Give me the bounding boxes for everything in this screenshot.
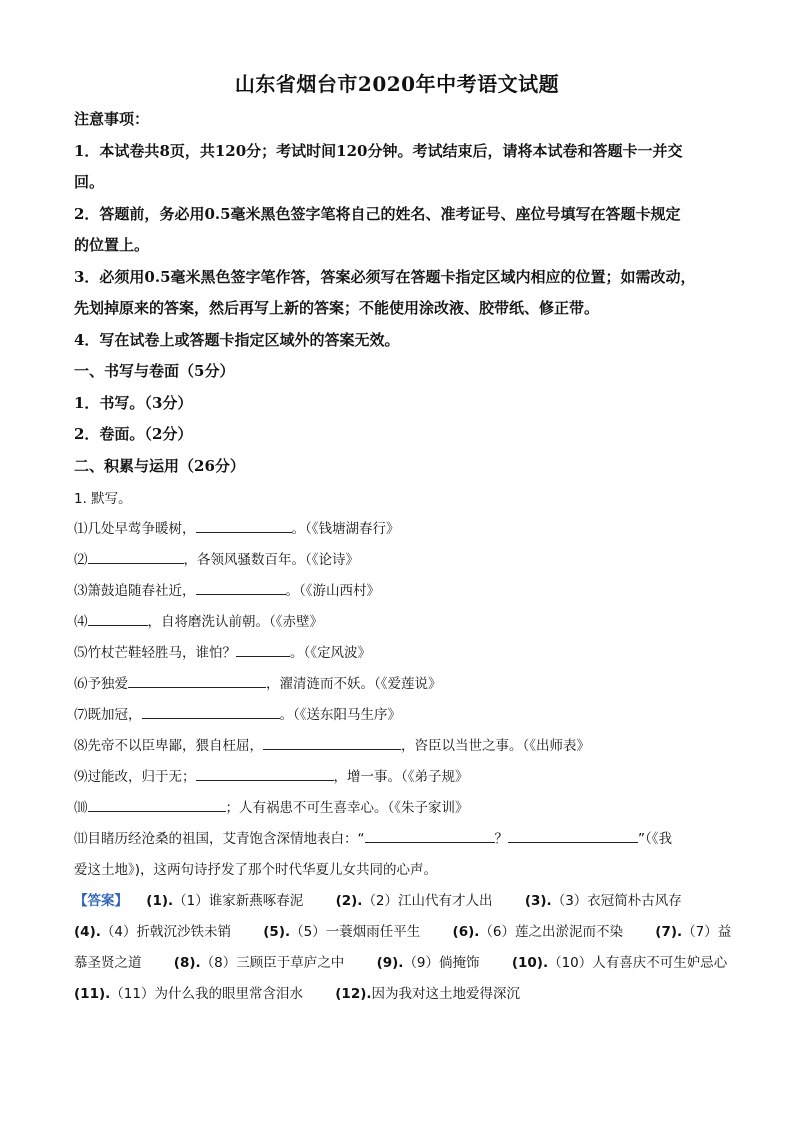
section-1-item-2: 2．卷面。（2分） <box>74 425 193 443</box>
answer-blank[interactable] <box>196 580 286 595</box>
notice-item-2-cont: 的位置上。 <box>74 236 150 254</box>
section-1-heading: 一、书写与卷面（5分） <box>74 362 235 380</box>
answer-blank[interactable] <box>263 735 401 750</box>
dictation-line-10: ⑽ ；人有祸患不可生喜幸心。（《朱子家训》 <box>74 796 722 816</box>
notice-item-3: 3．必须用0.5毫米黑色签字笔作答，答案必须写在答题卡指定区域内相应的位置；如需改动， <box>74 268 696 286</box>
answer-line-2: (4).（4）折戟沉沙铁未销 (5).（5）一蓑烟雨任平生 (6).（6）莲之出淤泥而不染 (7).（7）益 <box>74 924 732 940</box>
answer-blank[interactable] <box>236 642 290 657</box>
section-2-heading: 二、积累与运用（26分） <box>74 457 245 475</box>
section-1-item-1: 1．书写。（3分） <box>74 394 193 412</box>
answer-blank[interactable] <box>88 797 226 812</box>
page-title: 山东省烟台市2020年中考语文试题 <box>234 72 560 96</box>
dictation-line-4: ⑷ ，自将磨洗认前朝。（《赤壁》 <box>74 610 722 630</box>
answer-blank[interactable] <box>196 518 292 533</box>
dictation-line-6: ⑹予独爱 ，濯清涟而不妖。（《爱莲说》 <box>74 672 722 692</box>
notice-item-1-cont: 回。 <box>74 173 105 191</box>
answer-label: 【答案】 <box>74 893 128 909</box>
notice-item-4: 4．写在试卷上或答题卡指定区域外的答案无效。 <box>74 331 400 349</box>
answer-blank[interactable] <box>196 766 334 781</box>
dictation-line-7: ⑺既加冠， 。（《送东阳马生序》 <box>74 703 722 723</box>
answer-blank[interactable] <box>88 549 184 564</box>
answer-blank[interactable] <box>88 611 148 626</box>
notice-item-3-cont: 先划掉原来的答案，然后再写上新的答案；不能使用涂改液、胶带纸、修正带。 <box>74 299 600 317</box>
dictation-line-1: ⑴几处早莺争暖树， 。（《钱塘湖春行》 <box>74 517 722 537</box>
notice-heading: 注意事项： <box>74 110 150 128</box>
answer-line-4: (11).（11）为什么我的眼里常含泪水 (12).因为我对这土地爱得深沉 <box>74 986 521 1002</box>
answer-blank[interactable] <box>142 704 280 719</box>
dictation-line-9: ⑼过能改，归于无； ，增一事。（《弟子规》 <box>74 765 722 785</box>
answer-line-1: 【答案】 (1).（1）谁家新燕啄春泥 (2).（2）江山代有才人出 (3).（3）衣冠简朴古风存 <box>74 893 682 909</box>
dictation-line-3: ⑶箫鼓追随春社近， 。（《游山西村》 <box>74 579 722 599</box>
dictation-line-8: ⑻先帝不以臣卑鄙，猥自枉屈， ，咨臣以当世之事。（《出师表》 <box>74 734 722 754</box>
dictation-line-11: ⑾目睹历经沧桑的祖国，艾青饱含深情地表白：“ ？ ”（《我 <box>74 827 722 847</box>
notice-item-1: 1．本试卷共8页，共120分；考试时间120分钟。考试结束后，请将本试卷和答题卡一并交 <box>74 142 683 160</box>
dictation-line-5: ⑸竹杖芒鞋轻胜马，谁怕？ 。（《定风波》 <box>74 641 722 661</box>
answer-blank[interactable] <box>365 828 495 843</box>
notice-item-2: 2．答题前，务必用0.5毫米黑色签字笔将自己的姓名、准考证号、座位号填写在答题卡规定 <box>74 205 681 223</box>
question-1-intro: 1. 默写。 <box>74 491 132 507</box>
answer-blank[interactable] <box>508 828 638 843</box>
dictation-line-2: ⑵ ，各领风骚数百年。（《论诗》 <box>74 548 722 568</box>
answer-line-3: 慕圣贤之道 (8).（8）三顾臣于草庐之中 (9).（9）倘掩饰 (10).（10）人有喜庆不可生妒忌心 <box>74 955 728 971</box>
answer-blank[interactable] <box>128 673 266 688</box>
dictation-line-11-cont: 爱这土地》)，这两句诗抒发了那个时代华夏儿女共同的心声。 <box>74 862 438 878</box>
